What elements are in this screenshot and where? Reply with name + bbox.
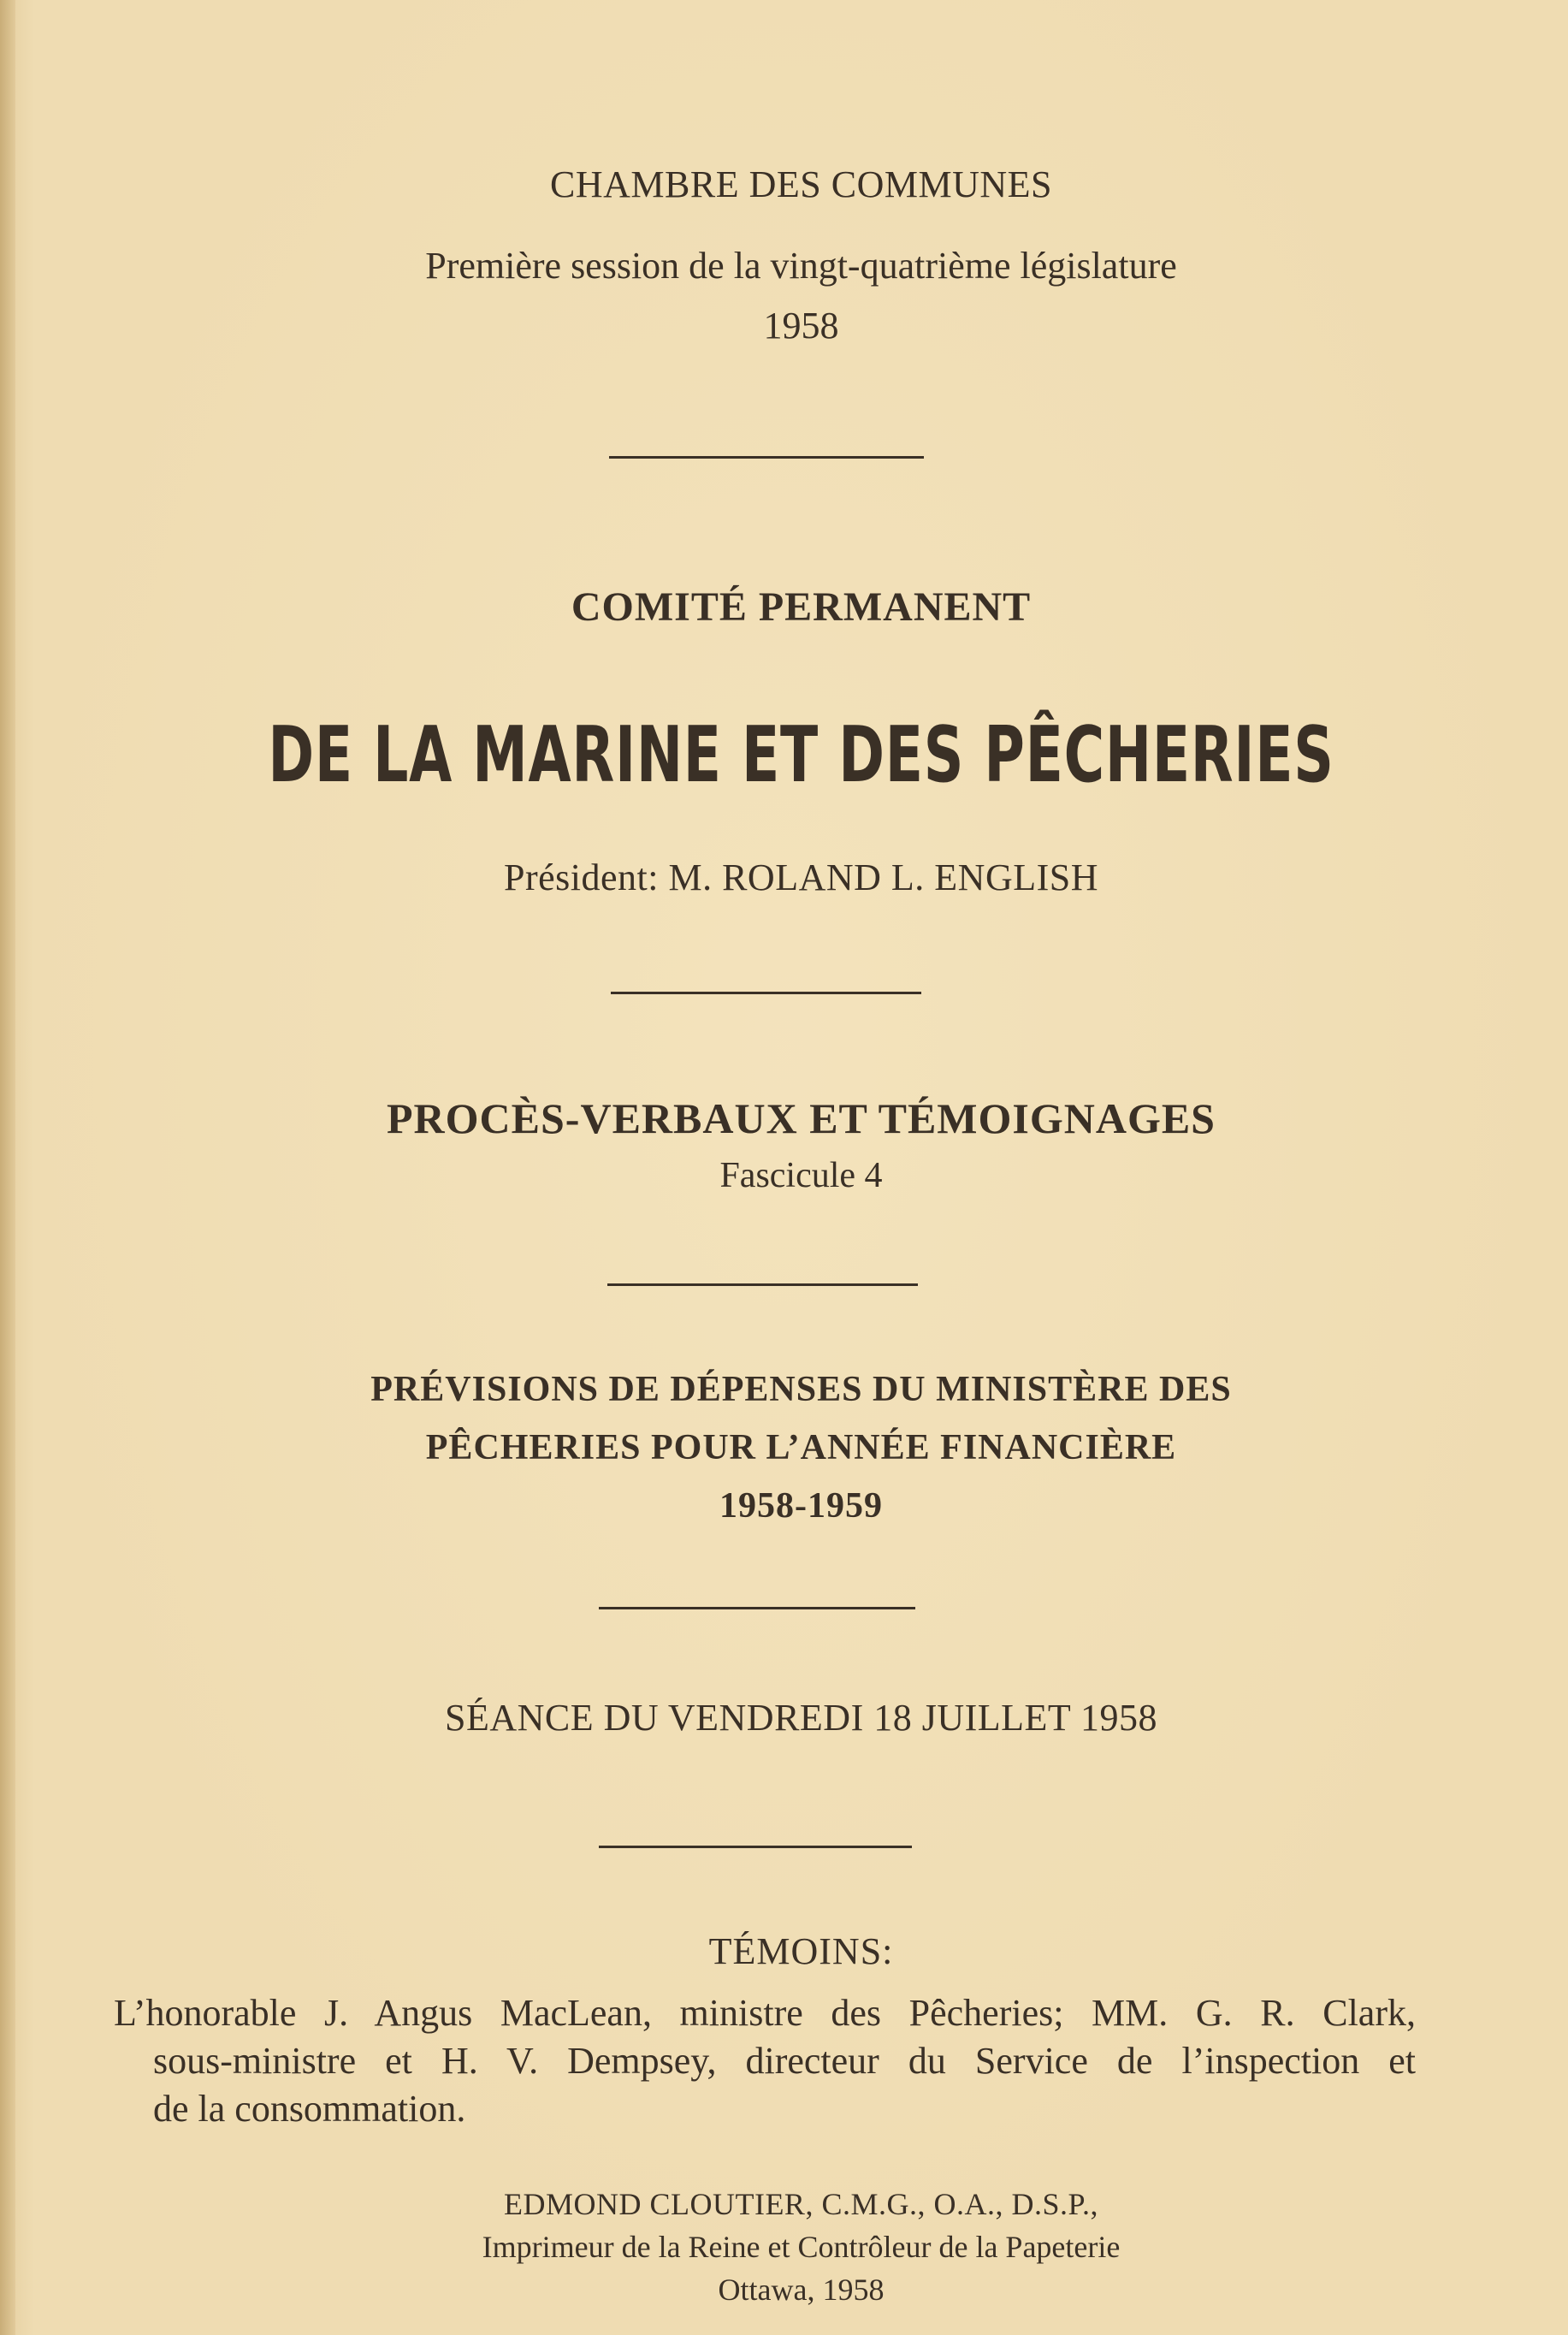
estimates-year: 1958-1959	[719, 1486, 883, 1526]
committee-label: COMITÉ PERMANENT	[571, 584, 1032, 630]
committee-name: DE LA MARINE ET DES PÊCHERIES	[268, 710, 1334, 800]
sitting-date: SÉANCE DU VENDREDI 18 JUILLET 1958	[445, 1697, 1157, 1739]
estimates-line: PÊCHERIES POUR L’ANNÉE FINANCIÈRE	[425, 1428, 1177, 1467]
divider-rule	[607, 1283, 918, 1286]
printer-place-year: Ottawa, 1958	[718, 2273, 885, 2307]
witnesses-heading: TÉMOINS:	[708, 1930, 894, 1972]
witnesses-line: de la consommation.	[153, 2088, 466, 2130]
fascicle-number: Fascicule 4	[719, 1156, 883, 1195]
estimates-line: PRÉVISIONS DE DÉPENSES DU MINISTÈRE DES	[370, 1370, 1232, 1409]
witnesses-line: L’honorable J. Angus MacLean, ministre des Pêcheries; MM. G. R. Clark,	[114, 1992, 1416, 2034]
divider-rule	[599, 1846, 912, 1848]
session-year: 1958	[763, 305, 839, 347]
witnesses-line: sous-ministre et H. V. Dempsey, directeur du Service de l’inspection et	[153, 2040, 1416, 2082]
divider-rule	[611, 992, 921, 994]
binding-edge	[0, 0, 15, 2335]
divider-rule	[599, 1607, 915, 1609]
committee-president: Président: M. ROLAND L. ENGLISH	[503, 856, 1098, 898]
divider-rule	[609, 456, 924, 459]
session-line: Première session de la vingt-quatrième législature	[425, 245, 1177, 287]
printer-name: EDMOND CLOUTIER, C.M.G., O.A., D.S.P.,	[503, 2187, 1099, 2221]
proceedings-title: PROCÈS-VERBAUX ET TÉMOIGNAGES	[387, 1094, 1216, 1142]
printer-title: Imprimeur de la Reine et Contrôleur de la Papeterie	[482, 2230, 1121, 2264]
witnesses-list	[115, 1989, 1416, 2133]
house-name: CHAMBRE DES COMMUNES	[550, 163, 1052, 205]
